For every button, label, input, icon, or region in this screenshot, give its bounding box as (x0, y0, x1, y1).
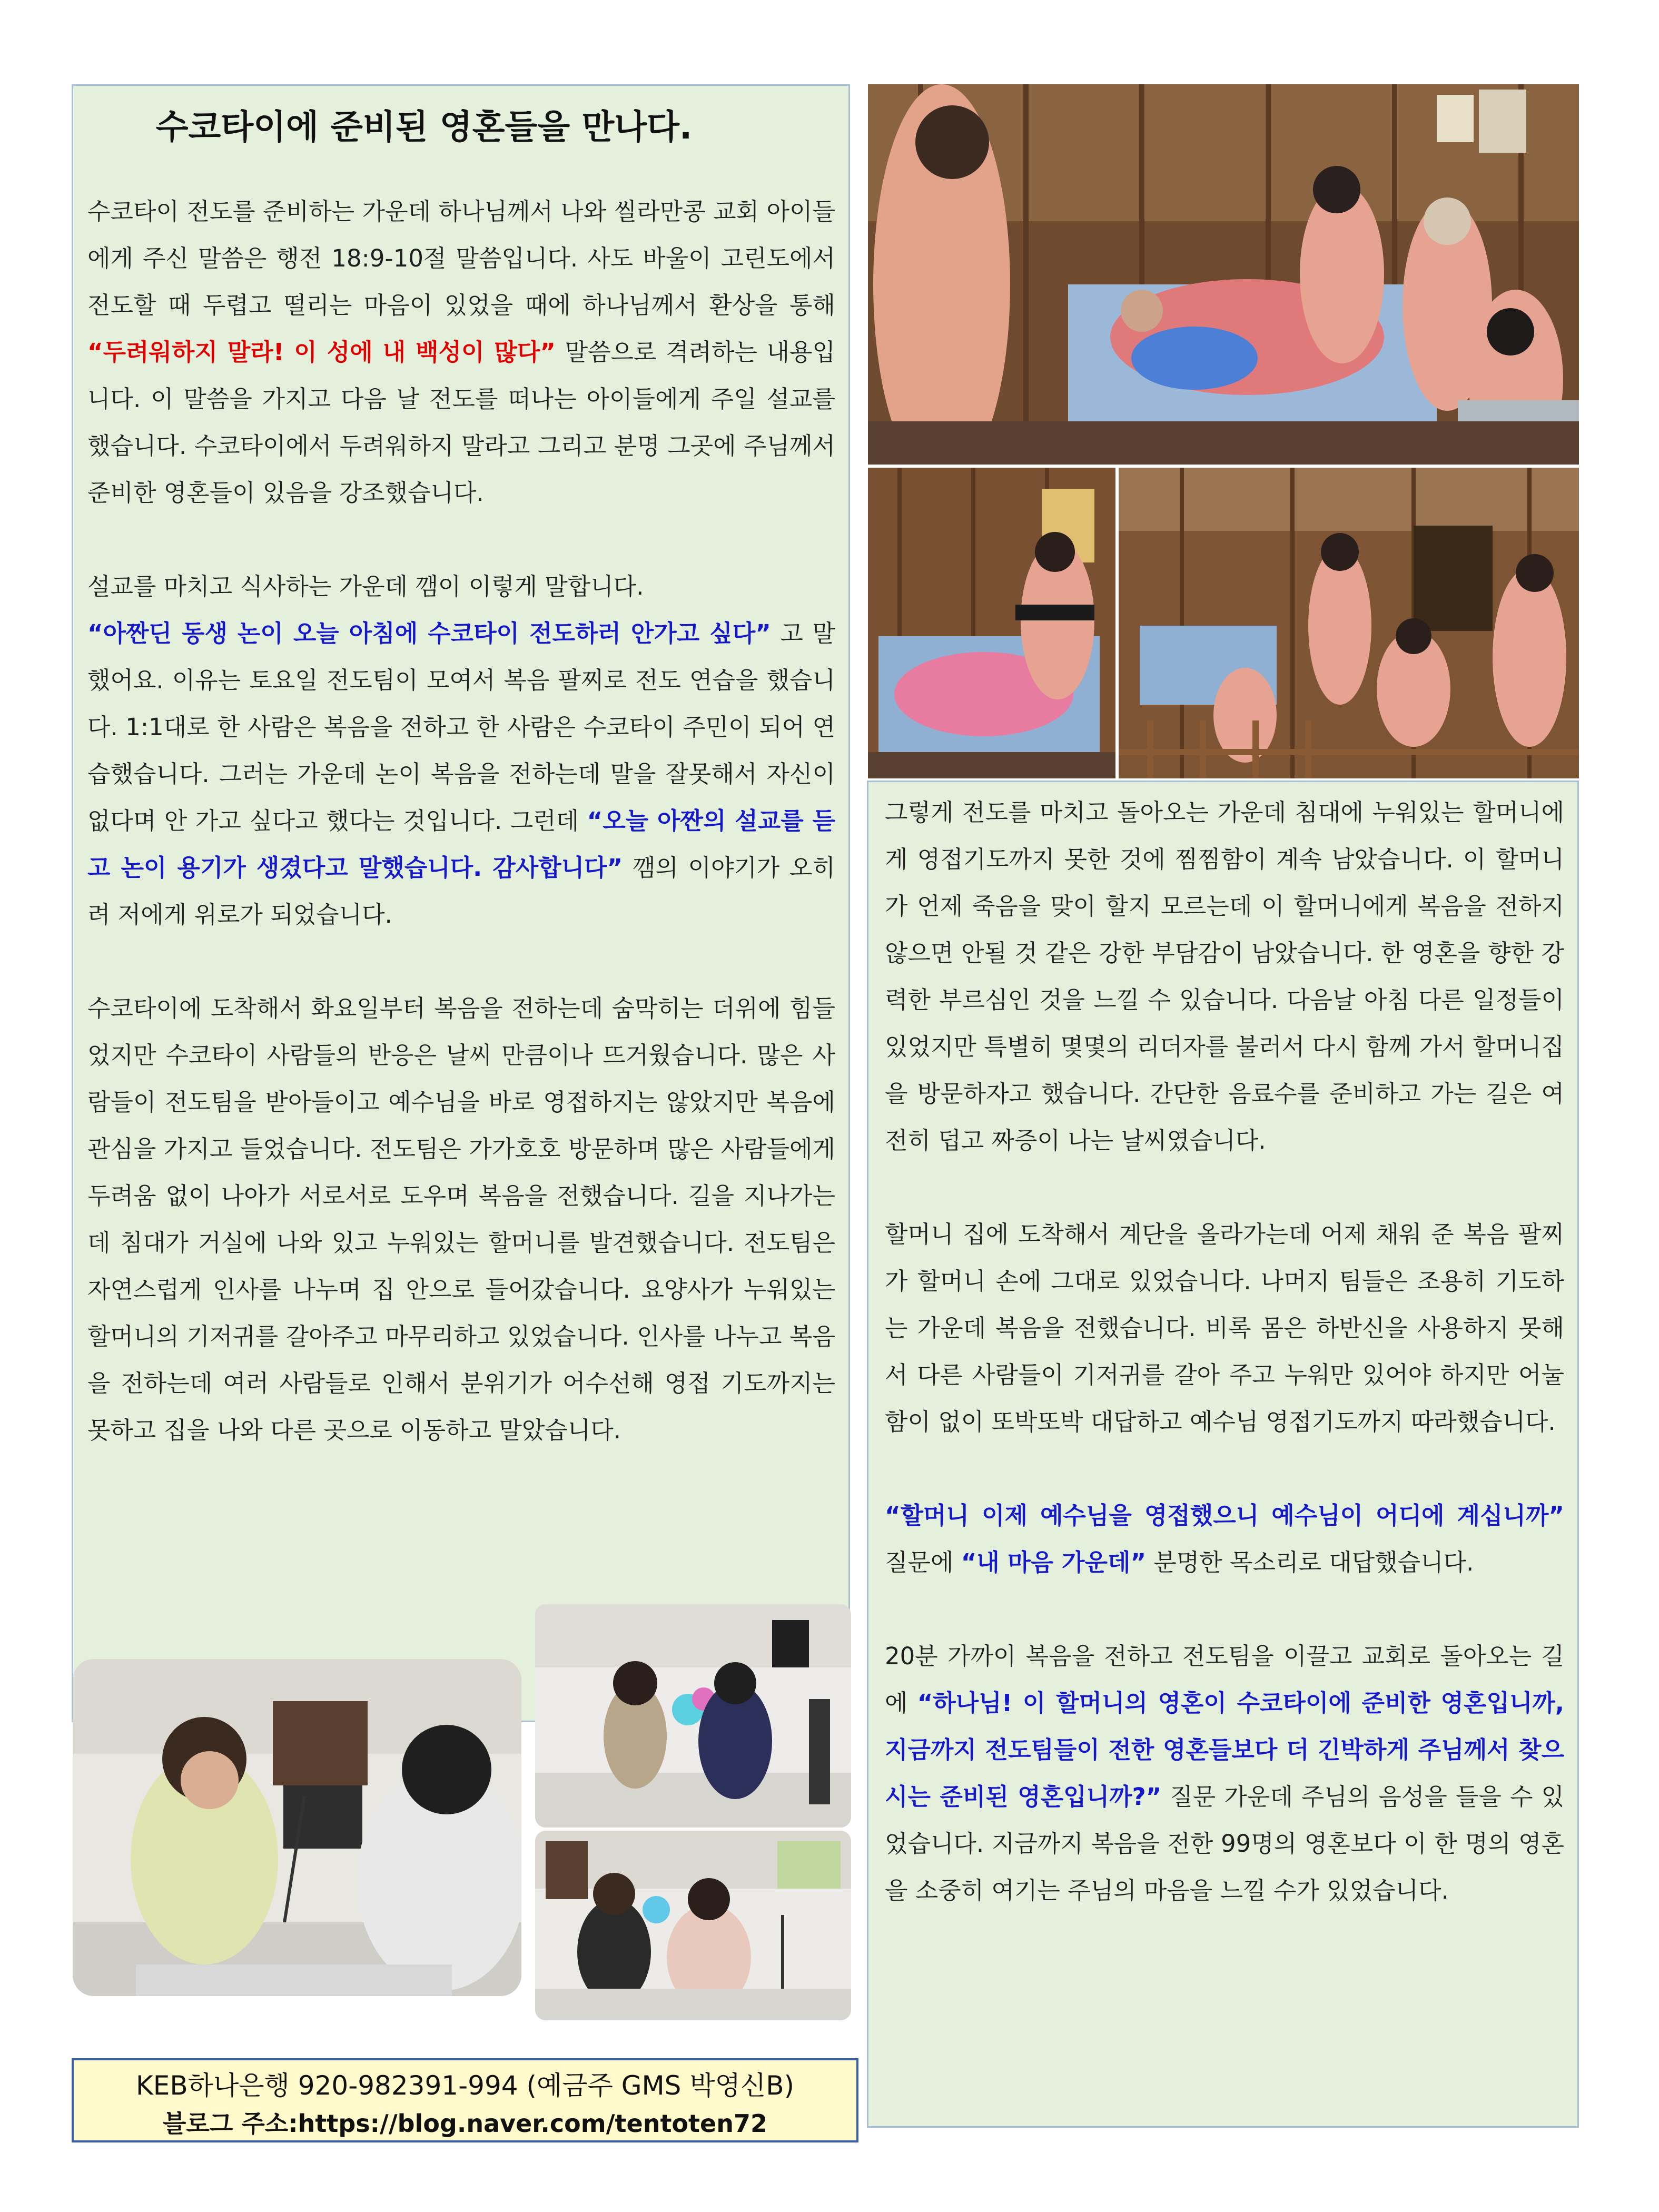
right-column-text (885, 789, 1564, 1914)
text-span: 고 말했어요. 이유는 토요일 전도팀이 모여서 복음 팔찌로 전도 연습을 했습니다. 1:1대로 한 사람은 복음을 전하고 한 사람은 수코타이 주민이 되어 연습했습니다. 그러는 가운데 논이 복음을 전하는데 말을 잘못해서 자신이 없다며 안 가고 싶다고 했다는 것입니다. 그런데 (87, 619, 836, 835)
left-column-text (87, 188, 835, 1454)
account-holder: (예금주 GMS 박영신B) (526, 2070, 795, 2101)
text-span: 분명한 목소리로 대답했습니다. (1146, 1548, 1474, 1576)
quote-prayer: “하나님! 이 할머니의 영혼이 수코타이에 준비한 영혼입니까, 지금까지 전도팀들이 전한 영혼들보다 더 긴박하게 주님께서 찾으시는 준비된 영혼입니까?” (885, 1689, 1564, 1811)
account-number: 920-982391-994 (298, 2070, 518, 2101)
text-span: 깸의 이야기가 오히려 저에게 위로가 되었습니다. (87, 854, 835, 929)
quote-question: “할머니 이제 예수님을 영접했으니 예수님이 어디에 계십니까” (885, 1502, 1564, 1529)
quote-answer: “내 마음 가운데” (961, 1548, 1147, 1576)
text-span: 설교를 마치고 식사하는 가운데 깸이 이렇게 말합니다. (87, 572, 644, 600)
article-title: 수코타이에 준비된 영혼들을 만나다. (155, 108, 693, 147)
photo-bracelet-practice (535, 1604, 851, 1828)
photo-practice-sharing (73, 1659, 521, 1996)
blog-label: 블로그 주소: (163, 2109, 298, 2138)
paragraph-4: 그렇게 전도를 마치고 돌아오는 가운데 침대에 누워있는 할머니에게 영접기도까지 못한 것에 찜찜함이 계속 남았습니다. 이 할머니가 언제 죽음을 맞이 할지 모르는데 이 할머니에게 복음을 전하지 않으면 안될 것 같은 강한 부담감이 남았습니다. 한 영혼을 향한 강력한 부르심인 것을 느낄 수 있습니다. 다음날 아침 다른 일정들이 있었지만 특별히 몇몇의 리더자를 불러서 다시 함께 가서 할머니집을 방문하자고 했습니다. 간단한 음료수를 준비하고 가는 길은 여전히 덥고 짜증이 나는 날씨였습니다. (885, 798, 1564, 1154)
paragraph-7 (885, 1633, 1564, 1914)
blog-address-line (74, 2105, 856, 2139)
paragraph-gap (87, 938, 835, 985)
paragraph-gap (885, 1164, 1564, 1211)
paragraph-6 (885, 1492, 1564, 1586)
blog-link[interactable]: https://blog.naver.com/tentoten72 (298, 2109, 767, 2138)
photo-pairs-sharing (535, 1831, 851, 2020)
paragraph-5: 할머니 집에 도착해서 계단을 올라가는데 어제 채워 준 복음 팔찌가 할머니 손에 그대로 있었습니다. 나머지 팀들은 조용히 기도하는 가운데 복음을 전했습니다. 비록 몸은 하반신을 사용하지 못해서 다른 사람들이 기저귀를 갈아 주고 누워만 있어야 하지만 어눌함이 없이 또박또박 대답하고 예수님 영접기도까지 따라했습니다. (885, 1220, 1564, 1436)
text-span: 말씀으로 격려하는 내용입니다. 이 말씀을 가지고 다음 날 전도를 떠나는 아이들에게 주일 설교를 했습니다. 수코타이에서 두려워하지 말라고 그리고 분명 그곳에 주님께서 준비한 영혼들이 있음을 강조했습니다. (87, 338, 835, 507)
paragraph-gap (87, 516, 835, 563)
paragraph-2 (87, 563, 835, 938)
text-span: 20분 가까이 복음을 전하고 전도팀을 이끌고 교회로 돌아오는 길에 (885, 1642, 1564, 1717)
photo-diaper-care (868, 468, 1115, 778)
paragraph-gap (885, 1586, 1564, 1633)
photo-visit-bedside (868, 84, 1579, 465)
scripture-quote: “두려워하지 말라! 이 성에 내 백성이 많다” (87, 338, 556, 366)
donation-banner (72, 2058, 858, 2142)
quote-non: “오늘 아짠의 설교를 듣고 논이 용기가 생겼다고 말했습니다. 감사합니다” (87, 807, 835, 882)
bank-name: KEB하나은행 (135, 2070, 290, 2101)
paragraph-gap (885, 1445, 1564, 1492)
text-span: 수코타이 전도를 준비하는 가운데 하나님께서 나와 씰라만콩 교회 아이들에게 주신 말씀은 행전 18:9-10절 말씀입니다. 사도 바울이 고린도에서 전도할 때 두렵고 떨리는 마음이 있었을 때에 하나님께서 환상을 통해 (87, 197, 835, 319)
photo-team-in-house (1119, 468, 1579, 778)
bank-account-line (74, 2065, 856, 2102)
text-span: 질문에 (885, 1548, 961, 1576)
text-span: 질문 가운데 주님의 음성을 들을 수 있었습니다. 지금까지 복음을 전한 99명의 영혼보다 이 한 명의 영혼을 소중히 여기는 주님의 마음을 느낄 수가 있었습니다. (885, 1783, 1564, 1904)
paragraph-3: 수코타이에 도착해서 화요일부터 복음을 전하는데 숨막히는 더위에 힘들었지만 수코타이 사람들의 반응은 날씨 만큼이나 뜨거웠습니다. 많은 사람들이 전도팀을 받아들이고 예수님을 바로 영접하지는 않았지만 복음에 관심을 가지고 들었습니다. 전도팀은 가가호호 방문하며 많은 사람들에게 두려움 없이 나아가 서로서로 도우며 복음을 전했습니다. 길을 지나가는데 침대가 거실에 나와 있고 누워있는 할머니를 발견했습니다. 전도팀은 자연스럽게 인사를 나누며 집 안으로 들어갔습니다. 요양사가 누워있는 할머니의 기저귀를 갈아주고 마무리하고 있었습니다. 인사를 나누고 복음을 전하는데 여러 사람들로 인해서 분위기가 어수선해 영접 기도까지는 못하고 집을 나와 다른 곳으로 이동하고 말았습니다. (87, 994, 835, 1444)
paragraph-1 (87, 188, 835, 516)
quote-kaem: “아짠딘 동생 논이 오늘 아침에 수코타이 전도하러 안가고 싶다” (87, 619, 771, 647)
